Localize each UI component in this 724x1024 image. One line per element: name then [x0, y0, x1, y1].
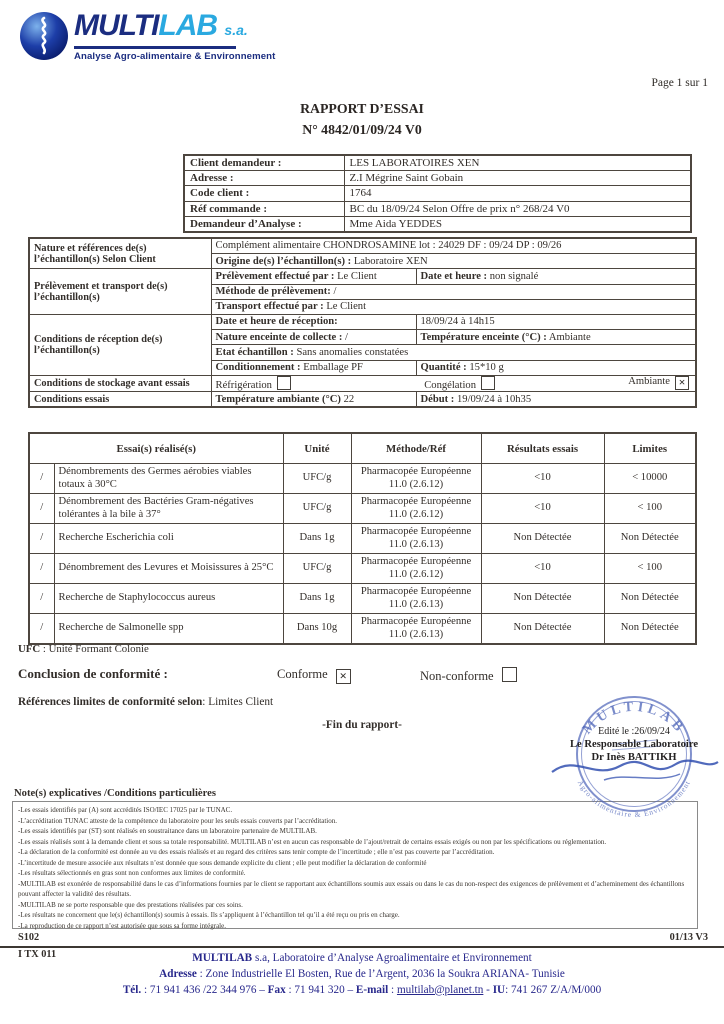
section-nature: Nature et références de(s) l’échantillon(s) Selon Client	[29, 238, 211, 269]
row-prefix: /	[29, 494, 54, 524]
row-prefix: /	[29, 554, 54, 584]
note-item: -La déclaration de la conformité est donnée au vu des essais réalisés et au regard des critères sans tenir compte de l’incertitude ; elle n’est pas couverte par l’accréditation.	[18, 848, 495, 856]
reception-datetime-value: 18/09/24 à 14h15	[416, 314, 696, 329]
signature-scribble-2	[604, 774, 680, 780]
footer-email-sep: :	[388, 983, 397, 996]
sample-info-table	[28, 237, 697, 408]
logo-text	[74, 11, 275, 62]
email-link[interactable]: multilab@planet.tn	[396, 983, 484, 996]
edited-date: Edité le :26/09/24	[598, 726, 670, 737]
test-result: <10	[481, 494, 604, 524]
footer-email-label: E-mail	[355, 983, 389, 996]
test-unit: Dans 1g	[283, 584, 351, 614]
sample-state-label: Etat échantillon :	[215, 346, 294, 358]
ambient-temperature-label: Température ambiante (°C)	[215, 393, 341, 405]
test-name: Recherche de Staphylococcus aureus	[54, 584, 283, 614]
test-result: <10	[481, 554, 604, 584]
note-item: -Les essais identifiés par (ST) sont réalisés en soustraitance dans un laboratoire partenaire de MULTILAB.	[18, 827, 317, 835]
table-row	[184, 171, 691, 186]
reception-datetime-label-cell	[211, 314, 416, 329]
brand-name	[74, 11, 275, 45]
test-unit: Dans 10g	[283, 614, 351, 645]
congelation-checkbox	[481, 376, 495, 390]
header-limites: Limites	[604, 433, 696, 464]
test-result: <10	[481, 464, 604, 494]
client-code-value: 1764	[344, 186, 691, 201]
section-essais: Conditions essais	[29, 392, 211, 408]
test-name: Dénombrement des Bactéries Gram-négatives tolérantes à la bile à 37°	[54, 494, 283, 524]
container-nature-value: /	[345, 331, 348, 343]
test-unit: UFC/g	[283, 494, 351, 524]
requester-label: Demandeur d’Analyse :	[184, 216, 344, 232]
transport-by-label: Transport effectué par :	[215, 301, 324, 313]
test-unit: UFC/g	[283, 554, 351, 584]
note-item: -Les essais identifiés par (A) sont accrédités ISO/IEC 17025 par le TUNAC.	[18, 806, 233, 814]
test-result: Non Détectée	[481, 524, 604, 554]
sample-state	[211, 345, 696, 360]
client-table	[183, 154, 692, 233]
storage-option-refrigeration	[216, 376, 291, 391]
address-value: Z.I Mégrine Saint Gobain	[344, 171, 691, 186]
test-method: Pharmacopée Européenne 11.0 (2.6.12)	[351, 494, 481, 524]
footer-fax-label: Fax	[267, 983, 286, 996]
order-ref-value: BC du 18/09/24 Selon Offre de prix n° 268/24 V0	[344, 201, 691, 216]
test-result: Non Détectée	[481, 614, 604, 645]
test-name: Recherche de Salmonelle spp	[54, 614, 283, 645]
test-method: Pharmacopée Européenne 11.0 (2.6.13)	[351, 524, 481, 554]
ambiante-label: Ambiante	[628, 376, 670, 388]
references-label: Références limites de conformité selon	[18, 696, 203, 708]
end-of-report: -Fin du rapport-	[322, 719, 402, 731]
document-version: 01/13 V3	[669, 932, 708, 943]
note-item: -L’accréditation TUNAC atteste de la compétence du laboratoire pour les seuls essais couverts par l’accréditation.	[18, 816, 337, 825]
ambiante-checkbox: ×	[675, 376, 689, 390]
ambient-temperature	[211, 392, 416, 408]
test-unit: Dans 1g	[283, 524, 351, 554]
sample-state-value: Sans anomalies constatées	[296, 346, 409, 358]
footer-company-name: MULTILAB	[192, 952, 253, 964]
section-reception: Conditions de réception de(s) l’échantillon(s)	[29, 314, 211, 375]
test-limit: Non Détectée	[604, 524, 696, 554]
conforme-option	[277, 667, 351, 684]
brand-suffix: s.a.	[224, 22, 248, 38]
refrigeration-checkbox	[277, 376, 291, 390]
transport-by-value: Le Client	[326, 301, 367, 313]
result-row	[29, 494, 696, 524]
company-logo	[19, 11, 275, 62]
references-value: : Limites Client	[202, 696, 274, 708]
svg-text:Agro-alimentaire & Environneme	[576, 779, 693, 820]
result-row	[29, 524, 696, 554]
transport-by	[211, 299, 696, 314]
report-title-line1: RAPPORT D’ESSAI	[300, 101, 424, 116]
ufc-text: : Unité Formant Colonie	[42, 643, 149, 655]
table-row	[29, 392, 696, 408]
client-value: LES LABORATOIRES XEN	[344, 155, 691, 171]
nonconforme-label: Non-conforme	[420, 669, 494, 683]
section-prelevement: Prélèvement et transport de(s) l’échantillon(s)	[29, 269, 211, 315]
result-row	[29, 554, 696, 584]
container-temperature-label: Température enceinte (°C) :	[420, 331, 547, 343]
header-methode: Méthode/Réf	[351, 433, 481, 464]
footer-contact-line	[0, 983, 724, 999]
notes-title: Note(s) explicatives /Conditions particulières	[14, 788, 216, 799]
row-prefix: /	[29, 584, 54, 614]
footer-address-label: Adresse	[159, 967, 197, 980]
header-unite: Unité	[283, 433, 351, 464]
note-item: -MULTILAB est exonérée de responsabilité dans le cas d’informations fournies par le client se rapportant aux échantillons soumis aux essais ou dans le cas du non-respect des exigences de prélèvement et d’acheminement des échantillons pouvant affecter la validité des résultats.	[18, 879, 685, 898]
company-stamp	[546, 680, 722, 832]
quantity	[416, 360, 696, 375]
table-row	[184, 216, 691, 232]
conforme-checkbox: ×	[336, 669, 351, 684]
document-code: S102	[18, 932, 40, 943]
note-item: -MULTILAB ne se porte responsable que des prestations réalisées par ces soins.	[18, 900, 243, 909]
table-row	[29, 238, 696, 254]
sampling-datetime-value: non signalé	[489, 270, 539, 282]
origin-value: Laboratoire XEN	[353, 255, 428, 267]
table-row	[184, 155, 691, 171]
result-row	[29, 584, 696, 614]
responsible-name: Dr Inès BATTIKH	[591, 752, 677, 764]
test-limit: Non Détectée	[604, 614, 696, 645]
results-header-row	[29, 433, 696, 464]
test-unit: UFC/g	[283, 464, 351, 494]
sampling-by	[211, 269, 416, 284]
conforme-label: Conforme	[277, 667, 328, 681]
result-row	[29, 614, 696, 645]
footer-company-line	[0, 951, 724, 967]
ambient-temperature-value: 22	[343, 393, 355, 405]
sampling-by-label: Prélèvement effectué par :	[215, 270, 335, 282]
footer-divider	[0, 946, 724, 948]
test-limit: < 10000	[604, 464, 696, 494]
ufc-term: UFC	[18, 643, 41, 655]
refrigeration-label: Réfrigération	[215, 379, 272, 391]
brand-tagline: Analyse Agro-alimentaire & Environnement	[74, 51, 276, 62]
sample-origin	[211, 254, 696, 269]
requester-value: Mme Aida YEDDES	[344, 216, 691, 232]
footer-address-value: : Zone Industrielle El Bosten, Rue de l’Argent, 2036 la Soukra ARIANA- Tunisie	[196, 967, 565, 980]
test-name: Dénombrement des Levures et Moisissures à 25°C	[54, 554, 283, 584]
result-row	[29, 464, 696, 494]
sampling-datetime	[416, 269, 696, 284]
footer-fax-value: : 71 941 320 –	[285, 983, 356, 996]
test-start-label: Début :	[420, 393, 455, 405]
storage-option-ambiante	[628, 376, 689, 390]
note-item: -La reproduction de ce rapport n’est autorisée que sous sa forme intégrale.	[18, 921, 226, 930]
footer-iu-label: IU	[492, 983, 506, 996]
stamp-arc-top-text: MULTILAB	[579, 699, 689, 738]
page-indicator: Page 1 sur 1	[651, 77, 708, 89]
congelation-label: Congélation	[424, 379, 476, 391]
sampling-datetime-label: Date et heure :	[420, 270, 488, 282]
row-prefix: /	[29, 614, 54, 645]
test-method: Pharmacopée Européenne 11.0 (2.6.12)	[351, 464, 481, 494]
signature-block	[538, 726, 724, 764]
quantity-label: Quantité :	[420, 361, 467, 373]
sampling-by-value: Le Client	[337, 270, 377, 282]
section-stockage: Conditions de stockage avant essais	[29, 375, 211, 391]
table-row	[29, 375, 696, 391]
header-essai: Essai(s) réalisé(s)	[29, 433, 283, 464]
brand-part-multi: MULTI	[74, 9, 159, 42]
note-item: -L’incertitude de mesure associée aux résultats n’est donnée que sous demande explicite du client ; elle peut modifier la déclaration de conformité	[18, 858, 427, 867]
storage-options-cell	[211, 375, 696, 391]
conclusion-label: Conclusion de conformité :	[18, 666, 168, 681]
sampling-method-value: /	[333, 285, 337, 297]
order-ref-label: Réf commande :	[184, 201, 344, 216]
footer-contact-block	[0, 951, 724, 999]
stamp-arc-bottom-text: Agro-alimentaire & Environnement	[575, 778, 693, 820]
packaging	[211, 360, 416, 375]
results-table	[28, 432, 697, 645]
client-code-label: Code client :	[184, 186, 344, 201]
responsible-role: Le Responsable Laboratoire	[569, 739, 699, 750]
test-start	[416, 392, 696, 408]
header-resultats: Résultats essais	[481, 433, 604, 464]
row-prefix: /	[29, 464, 54, 494]
brand-underline	[74, 46, 236, 49]
footer-iu-sep: -	[483, 983, 493, 996]
test-limit: Non Détectée	[604, 584, 696, 614]
ufc-definition	[18, 643, 149, 655]
note-item: -Les résultats sélectionnés en gras sont non conformes aux limites de conformité.	[18, 869, 246, 877]
footer-address-line	[0, 967, 724, 983]
test-start-value: 19/09/24 à 10h35	[457, 393, 532, 405]
footer-company-rest: s.a, Laboratoire d’Analyse Agroalimentaire et Environnement	[252, 952, 532, 964]
origin-label: Origine de(s) l’échantillon(s) :	[215, 255, 352, 267]
container-nature	[211, 330, 416, 345]
sample-description: Complément alimentaire CHONDROSAMINE lot : 24029 DF : 09/24 DP : 09/26	[211, 238, 696, 254]
storage-option-congelation	[424, 376, 495, 391]
form-code: I TX 011	[18, 949, 57, 960]
footer-iu-value: : 741 267 Z/A/M/000	[505, 983, 602, 996]
note-item: -Les essais réalisés sont à la demande client et sous sa totale responsabilité. MULTILAB n’est en aucun cas responsable de l’ajout/retrait de certains essais exigés ou non par les spécifications ou réglementation.	[18, 837, 607, 846]
storage-options	[216, 376, 692, 391]
note-item: -Les résultats ne concernent que le(s) échantillon(s) soumis à essais. Ils s’appliquent à l’échantillon tel qu’il a été reçu ou pris en charge.	[18, 911, 400, 919]
table-row	[184, 201, 691, 216]
table-row	[184, 186, 691, 201]
test-name: Recherche Escherichia coli	[54, 524, 283, 554]
test-method: Pharmacopée Européenne 11.0 (2.6.12)	[351, 554, 481, 584]
table-row	[29, 314, 696, 329]
container-temperature	[416, 330, 696, 345]
conformity-references	[18, 696, 273, 708]
table-row	[29, 269, 696, 284]
quantity-value: 15*10 g	[469, 361, 504, 373]
container-nature-label: Nature enceinte de collecte :	[215, 331, 343, 343]
test-limit: < 100	[604, 554, 696, 584]
report-title	[0, 99, 724, 140]
sampling-method-label: Méthode de prélèvement:	[215, 285, 331, 297]
reception-datetime-label: Date et heure de réception:	[215, 316, 338, 328]
nonconforme-checkbox	[502, 667, 517, 682]
row-prefix: /	[29, 524, 54, 554]
client-label: Client demandeur :	[184, 155, 344, 171]
nonconforme-option	[420, 667, 517, 684]
test-method: Pharmacopée Européenne 11.0 (2.6.13)	[351, 614, 481, 645]
packaging-label: Conditionnement :	[215, 361, 301, 373]
footer-tel-label: Tél.	[122, 983, 142, 996]
test-limit: < 100	[604, 494, 696, 524]
packaging-value: Emballage PF	[303, 361, 363, 373]
report-number: N° 4842/01/09/24 V0	[302, 121, 422, 137]
address-label: Adresse :	[184, 171, 344, 186]
brand-part-lab: LAB	[158, 9, 218, 42]
test-result: Non Détectée	[481, 584, 604, 614]
footer-tel-value: : 71 941 436 /22 344 976 –	[141, 983, 268, 996]
caduceus-globe-icon	[19, 11, 69, 61]
test-method: Pharmacopée Européenne 11.0 (2.6.13)	[351, 584, 481, 614]
container-temperature-value: Ambiante	[548, 331, 591, 343]
sampling-method	[211, 284, 696, 299]
test-name: Dénombrements des Germes aérobies viables totaux à 30°C	[54, 464, 283, 494]
